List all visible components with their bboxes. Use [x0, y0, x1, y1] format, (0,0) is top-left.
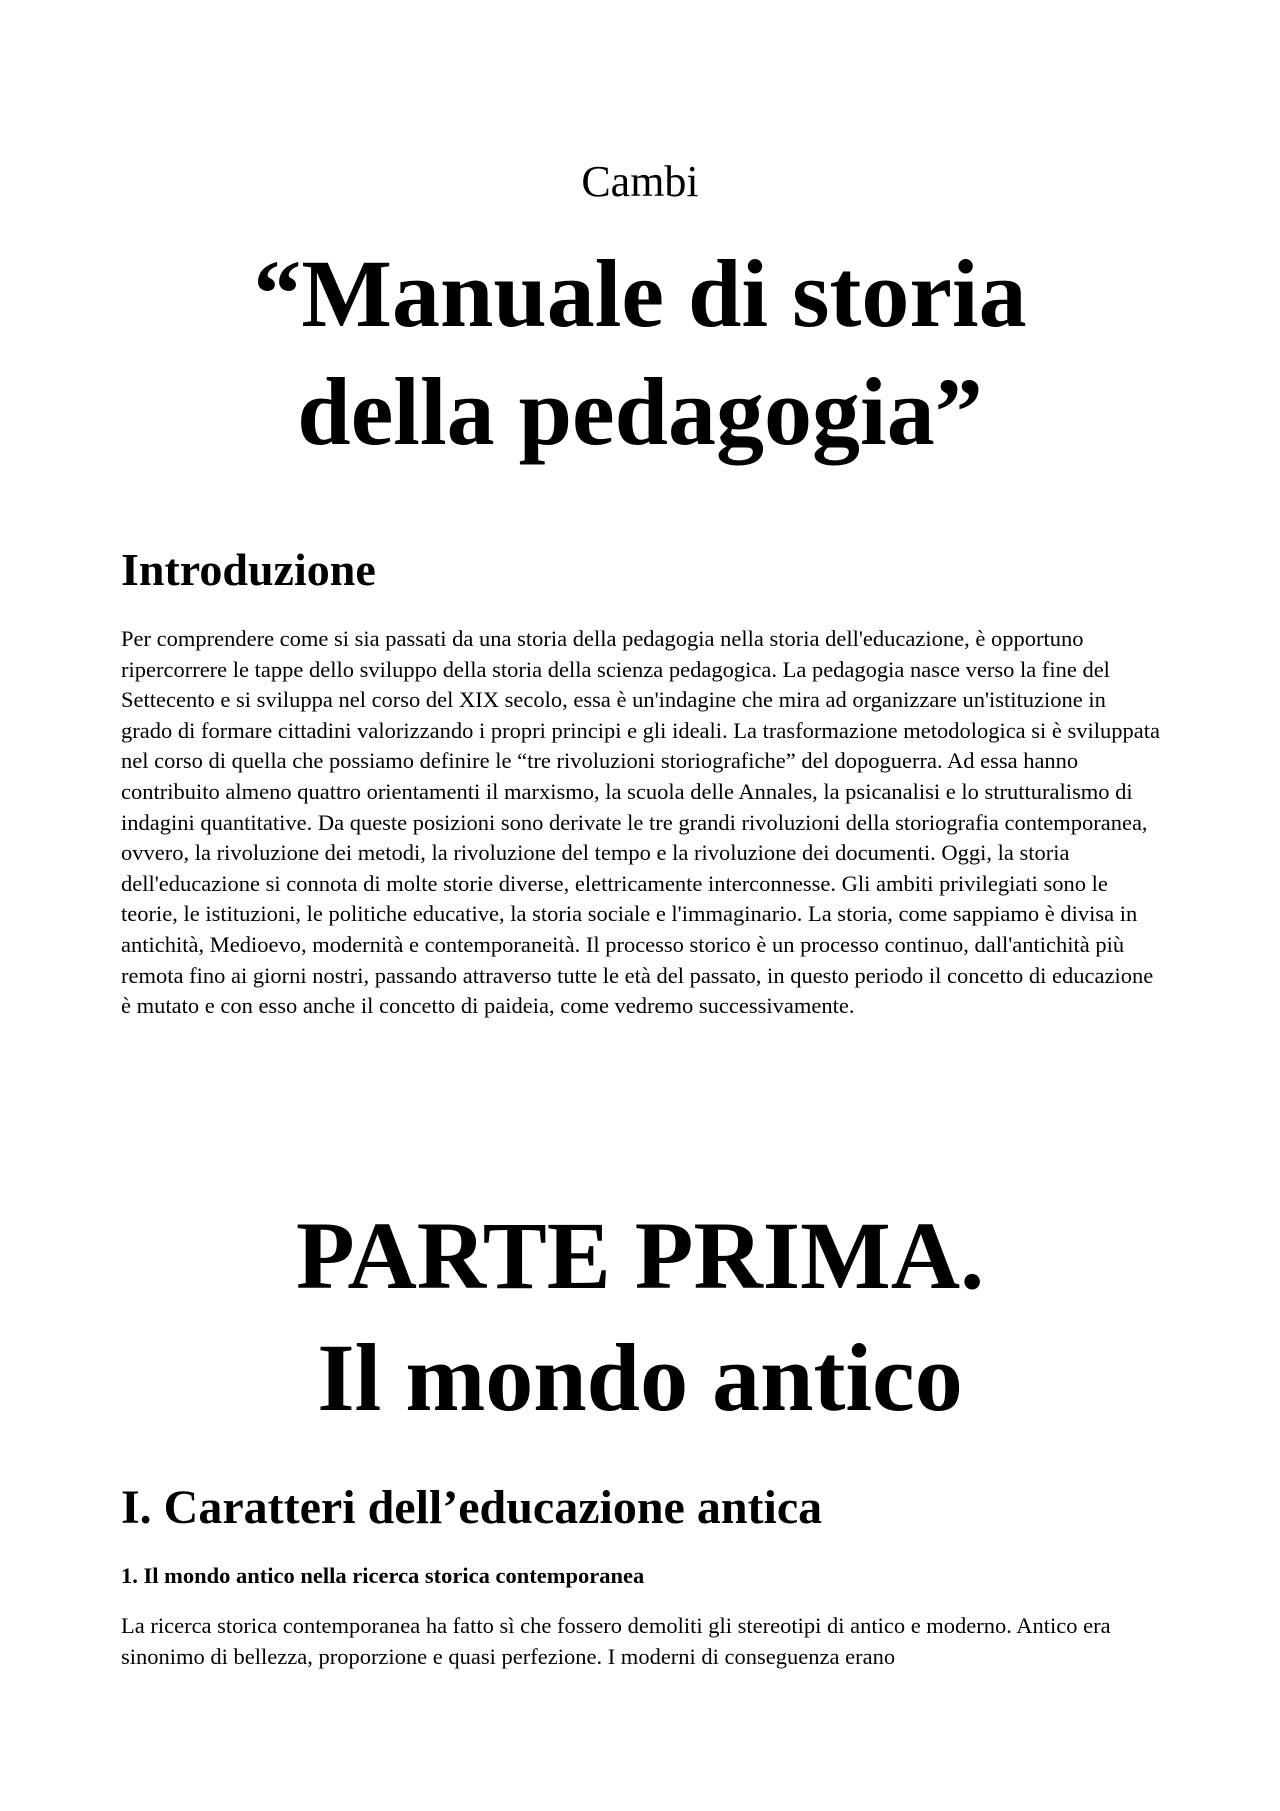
section-heading: 1. Il mondo antico nella ricerca storica contemporanea	[121, 1563, 645, 1588]
intro-heading: Introduzione	[121, 544, 376, 595]
title-line-1: “Manuale di storia	[253, 240, 1027, 347]
document-title	[0, 235, 1280, 471]
section-paragraph: La ricerca storica contemporanea ha fatto sì che fossero demoliti gli stereotipi di antico e moderno. Antico era sinonimo di bellezza, proporzione e quasi perfezione. I moderni di conseguenza erano	[121, 1613, 1111, 1669]
part-line-2: Il mondo antico	[317, 1324, 963, 1431]
title-line-2: della pedagogia”	[297, 358, 983, 465]
chapter-heading: I. Caratteri dell’educazione antica	[121, 1481, 823, 1534]
author-name: Cambi	[581, 157, 699, 206]
part-line-1: PARTE PRIMA.	[295, 1202, 985, 1309]
intro-paragraph: Per comprendere come si sia passati da una storia della pedagogia nella storia dell'educazione, è opportuno ripercorrere le tappe dello sviluppo della storia della scienza pedagogica. La pedagogia nasce verso la fine del Settecento e si sviluppa nel corso del XIX secolo, essa è un'indagine che mira ad organizzare un'istituzione in grado di formare cittadini valorizzando i propri principi e gli ideali. La trasformazione metodologica si è sviluppata nel corso di quella che possiamo definire le “tre rivoluzioni storiografiche” del dopoguerra. Ad essa hanno contribuito almeno quattro orientamenti il marxismo, la scuola delle Annales, la psicanalisi e lo strutturalismo di indagini quantitative. Da queste posizioni sono derivate le tre grandi rivoluzioni della storiografia contemporanea, ovvero, la rivoluzione dei metodi, la rivoluzione del tempo e la rivoluzione dei documenti. Oggi, la storia dell'educazione si connota di molte storie diverse, elettricamente interconnesse. Gli ambiti privilegiati sono le teorie, le istituzioni, le politiche educative, la storia sociale e l'immaginario. La storia, come sappiamo è divisa in antichità, Medioevo, modernità e contemporaneità. Il processo storico è un processo continuo, dall'antichità più remota fino ai giorni nostri, passando attraverso tutte le età del passato, in questo periodo il concetto di educazione è mutato e con esso anche il concetto di paideia, come vedremo successivamente.	[121, 626, 1161, 1019]
part-heading	[0, 1195, 1280, 1439]
